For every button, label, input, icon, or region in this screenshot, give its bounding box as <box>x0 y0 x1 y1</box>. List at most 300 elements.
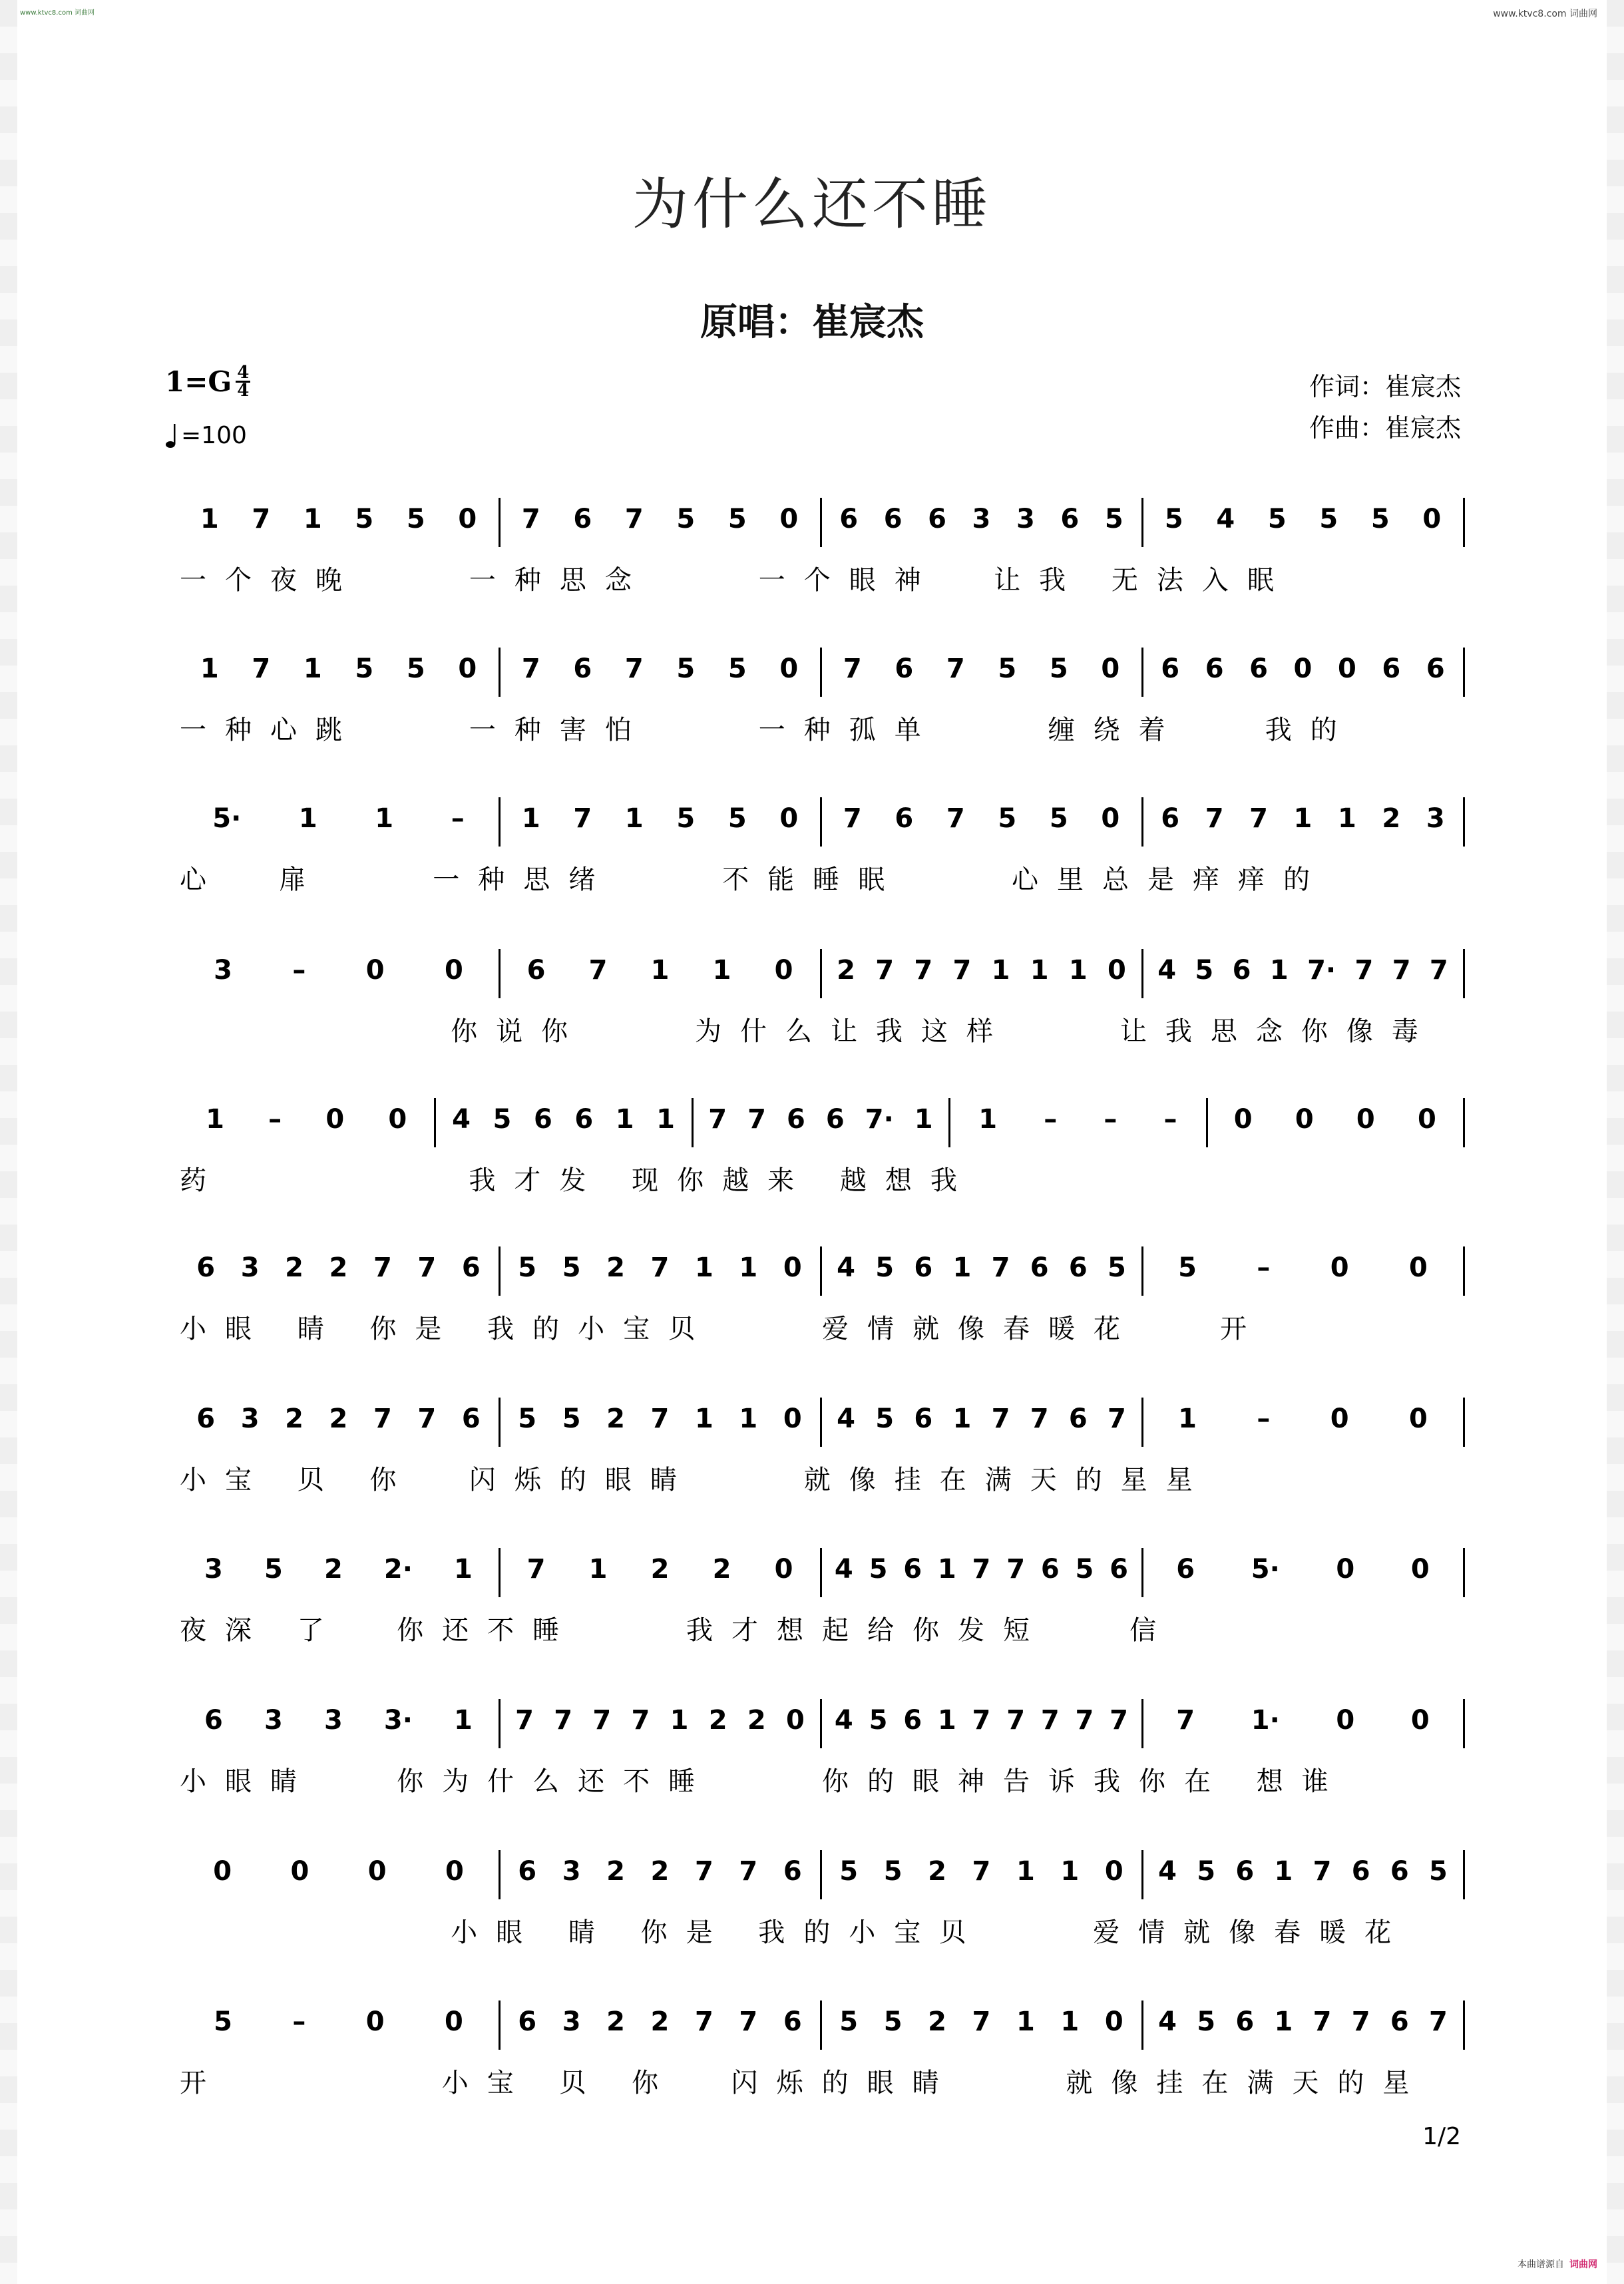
note: 2 <box>928 2006 946 2037</box>
tempo-value: =100 <box>181 422 247 449</box>
measure <box>184 1543 493 1596</box>
note: 0 <box>325 1104 345 1135</box>
measure <box>827 1845 1136 1898</box>
barline <box>1141 1699 1143 1748</box>
barline <box>1463 1246 1465 1296</box>
note: 7 <box>417 1404 437 1434</box>
note: 3 <box>562 1856 581 1887</box>
note: 5 <box>869 1705 888 1736</box>
barline <box>1141 2000 1143 2050</box>
measure <box>184 944 493 997</box>
note: 1 <box>624 803 644 834</box>
credits-block <box>1309 366 1461 449</box>
measure <box>827 1694 1136 1747</box>
note: 1 <box>712 955 731 986</box>
barline <box>820 648 822 697</box>
note: 2 <box>606 1404 625 1434</box>
note: 5 <box>214 2006 233 2037</box>
note: 1 <box>1030 955 1049 986</box>
note: 0 <box>1336 1554 1355 1585</box>
barline <box>1463 797 1465 847</box>
note: 3 <box>562 2006 581 2037</box>
measure <box>505 792 815 845</box>
note: 0 <box>445 1856 464 1887</box>
note: 7 <box>1205 803 1224 834</box>
notation-row <box>180 944 1466 997</box>
lyric-line: 你说你 为什么让我这样 让我思念你像毒 <box>180 1016 1437 1047</box>
measure <box>184 1392 493 1445</box>
note: 7 <box>373 1252 392 1283</box>
note: 7 <box>708 1104 727 1135</box>
barline <box>1141 1246 1143 1296</box>
barline <box>499 1699 501 1748</box>
barline <box>1463 1398 1465 1447</box>
note: 1 <box>1068 955 1088 986</box>
note: 1 <box>200 504 219 534</box>
measure <box>1148 1241 1458 1294</box>
note: 0 <box>1330 1404 1349 1434</box>
key-signature <box>165 365 250 399</box>
note: 1 <box>1060 2006 1080 2037</box>
note: 2 <box>650 1856 670 1887</box>
barline <box>1463 648 1465 697</box>
note: 0 <box>1337 654 1356 684</box>
notation-row <box>180 492 1466 546</box>
note: 0 <box>1408 1404 1428 1434</box>
note: 1 <box>670 1705 689 1736</box>
note: 4 <box>1216 504 1235 534</box>
note: 2 <box>329 1404 348 1434</box>
note: 5 <box>839 1856 859 1887</box>
singer-credit: 原唱：崔宸杰 <box>700 301 924 344</box>
measure <box>827 642 1136 695</box>
note: 7· <box>865 1104 894 1135</box>
note: 1 <box>588 1554 608 1585</box>
barline <box>1141 648 1143 697</box>
note: 4 <box>1158 1856 1177 1887</box>
note: 6 <box>1390 2006 1409 2037</box>
note: 2 <box>323 1554 343 1585</box>
note: 7 <box>1351 2006 1370 2037</box>
barline <box>499 1246 501 1296</box>
score-system <box>180 1543 1466 1662</box>
barline <box>1463 2000 1465 2050</box>
measure <box>184 1241 493 1294</box>
note: 0 <box>783 1404 802 1434</box>
note: 6 <box>1110 1554 1128 1585</box>
note: 6 <box>1161 803 1180 834</box>
score-system <box>180 792 1466 912</box>
note: 6 <box>895 654 914 684</box>
barline <box>499 949 501 998</box>
note: 1 <box>694 1404 713 1434</box>
notation-row <box>180 1694 1466 1747</box>
note: 7 <box>875 955 895 986</box>
note: 1 <box>1269 955 1289 986</box>
lyric-line: 小眼 睛 你是 我的小宝贝 爱情就像春暖花 <box>180 1917 1410 1948</box>
note: 6 <box>573 654 592 684</box>
note: 0 <box>774 1554 793 1585</box>
note: 7 <box>1392 955 1411 986</box>
note: 7 <box>1313 1856 1332 1887</box>
lyric-line: 开 小宝 贝 你 闪烁的眼睛 就像挂在满天的星 <box>180 2068 1428 2098</box>
note: 5 <box>1075 1554 1094 1585</box>
note: 7 <box>515 1705 534 1736</box>
note: 7 <box>631 1705 650 1736</box>
note: 0 <box>783 1252 802 1283</box>
barline <box>1141 797 1143 847</box>
note: 7 <box>1075 1705 1094 1736</box>
note: – <box>1044 1104 1058 1135</box>
barline <box>1141 949 1143 998</box>
note: 5 <box>1049 654 1068 684</box>
note: 1 <box>952 1404 972 1434</box>
note: 0 <box>1101 654 1120 684</box>
barline <box>499 648 501 697</box>
note: 0 <box>290 1856 309 1887</box>
note: 7 <box>624 504 644 534</box>
notation-row <box>180 1995 1466 2048</box>
note: 2 <box>606 1856 625 1887</box>
note: 6 <box>461 1252 481 1283</box>
barline <box>499 2000 501 2050</box>
score-system <box>180 1694 1466 1813</box>
note: 1 <box>615 1104 634 1135</box>
measure <box>184 1093 429 1146</box>
note: 1 <box>739 1252 758 1283</box>
barline <box>1463 949 1465 998</box>
note: 7 <box>373 1404 392 1434</box>
note: 0 <box>388 1104 407 1135</box>
note: 1 <box>298 803 317 834</box>
measure <box>827 1392 1136 1445</box>
measure <box>505 1392 815 1445</box>
note: 7 <box>592 1705 612 1736</box>
note: 7 <box>991 1404 1010 1434</box>
note: 6 <box>1351 1856 1370 1887</box>
barline <box>1206 1098 1208 1147</box>
note: 5 <box>883 2006 903 2037</box>
note: – <box>1257 1252 1271 1283</box>
song-title: 为什么还不睡 <box>632 172 992 237</box>
lyric-line: 药 我才发 现你越来 越想我 <box>180 1165 976 1196</box>
note: 6 <box>1382 654 1401 684</box>
note: 7 <box>624 654 644 684</box>
measure <box>1148 642 1458 695</box>
note: 1 <box>1016 1856 1035 1887</box>
note: 7 <box>521 654 540 684</box>
note: 3 <box>214 955 233 986</box>
measure <box>827 1241 1136 1294</box>
notation-row <box>180 642 1466 695</box>
note: 6 <box>1161 654 1180 684</box>
note: 7 <box>650 1252 670 1283</box>
key-label: 1=G <box>165 365 232 398</box>
note: 7 <box>946 803 965 834</box>
note: 6 <box>204 1705 223 1736</box>
note: 7 <box>952 955 972 986</box>
barline <box>499 1398 501 1447</box>
barline <box>1463 1850 1465 1899</box>
note: 5 <box>1164 504 1183 534</box>
note: 0 <box>1422 504 1442 534</box>
note: 1 <box>952 1252 972 1283</box>
note: 5 <box>875 1404 895 1434</box>
note: 1 <box>1337 803 1356 834</box>
notation-row <box>180 1093 1466 1146</box>
note: 5 <box>562 1252 581 1283</box>
measure <box>505 1845 815 1898</box>
note: 2· <box>383 1554 413 1585</box>
note: 0 <box>367 1856 387 1887</box>
note: 6 <box>1249 654 1268 684</box>
note: 6 <box>783 1856 802 1887</box>
note: – <box>268 1104 282 1135</box>
measure <box>827 792 1136 845</box>
note: 0 <box>1108 955 1126 986</box>
barline <box>820 949 822 998</box>
note: 5 <box>1267 504 1287 534</box>
note: 1 <box>991 955 1010 986</box>
lyric-line: 小眼 睛 你是 我的小宝贝 爱情就像春暖花 开 <box>180 1314 1266 1344</box>
measure <box>1148 1392 1458 1445</box>
note: 2 <box>837 955 855 986</box>
note: 0 <box>1293 654 1313 684</box>
note: 2 <box>285 1252 304 1283</box>
barline <box>820 1398 822 1447</box>
measure <box>1148 792 1458 845</box>
note: 5 <box>355 504 374 534</box>
footer-brand: 词曲网 <box>1569 2259 1597 2270</box>
note: 7· <box>1307 955 1336 986</box>
note: 1 <box>200 654 219 684</box>
note: 0 <box>444 2006 463 2037</box>
notation-row <box>180 1845 1466 1898</box>
note: 2 <box>708 1705 727 1736</box>
note: 6 <box>825 1104 845 1135</box>
barline <box>499 797 501 847</box>
note: 0 <box>1104 2006 1123 2037</box>
score-system <box>180 1845 1466 1965</box>
measure <box>827 1995 1136 2048</box>
measure <box>1148 1543 1458 1596</box>
time-bottom: 4 <box>237 381 250 401</box>
note: 1 <box>454 1554 473 1585</box>
measure <box>1148 944 1458 997</box>
note: 0 <box>786 1705 805 1736</box>
note: – <box>1163 1104 1177 1135</box>
note: – <box>451 803 465 834</box>
note: 1 <box>1274 2006 1293 2037</box>
barline <box>434 1098 436 1147</box>
measure <box>505 1543 815 1596</box>
barline <box>820 2000 822 2050</box>
note: 5 <box>1104 504 1123 534</box>
footer-text: 本曲谱源自 <box>1518 2259 1564 2270</box>
note: 7 <box>972 2006 991 2037</box>
note: 6 <box>1235 2006 1255 2037</box>
note: 1 <box>937 1705 956 1736</box>
note: 0 <box>365 2006 385 2037</box>
note: 7 <box>1429 955 1448 986</box>
notation-row <box>180 1241 1466 1294</box>
score-system <box>180 492 1466 612</box>
note: 5 <box>998 803 1017 834</box>
barline <box>1141 1548 1143 1597</box>
note: 0 <box>458 504 477 534</box>
note: 1 <box>1016 2006 1035 2037</box>
note: 5 <box>676 803 696 834</box>
measure <box>184 1694 493 1747</box>
note: 6 <box>533 1104 552 1135</box>
note: 1 <box>650 955 670 986</box>
note: 6 <box>928 504 946 534</box>
note: 0 <box>365 955 385 986</box>
measure <box>955 1093 1200 1146</box>
note: – <box>292 2006 306 2037</box>
note: 4 <box>834 1705 853 1736</box>
note: 5· <box>212 803 242 834</box>
barline <box>1463 1699 1465 1748</box>
note: 1 <box>694 1252 713 1283</box>
barline <box>1141 498 1143 547</box>
note: 6 <box>573 504 592 534</box>
note: 7 <box>991 1252 1010 1283</box>
note: 6 <box>1205 654 1224 684</box>
note: 2 <box>928 1856 946 1887</box>
note: 0 <box>779 803 799 834</box>
note: 2 <box>712 1554 731 1585</box>
note: 5 <box>355 654 374 684</box>
barline <box>1141 1398 1143 1447</box>
note: 4 <box>452 1104 471 1135</box>
page-number: 1/2 <box>1422 2123 1461 2150</box>
note: 7 <box>1429 2006 1448 2037</box>
note: 0 <box>213 1856 232 1887</box>
note: 5 <box>406 504 425 534</box>
note: 0 <box>779 504 799 534</box>
lyric-line: 夜深 了 你还不睡 我才想起给你发短 信 <box>180 1615 1175 1646</box>
measure <box>1148 492 1458 546</box>
note: 3 <box>1426 803 1445 834</box>
barline <box>820 797 822 847</box>
note: 7 <box>573 803 592 834</box>
note: 6 <box>196 1252 216 1283</box>
note: 6 <box>1390 1856 1409 1887</box>
measure <box>184 642 493 695</box>
score-system <box>180 1995 1466 2115</box>
note: 5 <box>875 1252 895 1283</box>
note: 1 <box>914 1104 933 1135</box>
note: 0 <box>1418 1104 1436 1135</box>
measure <box>505 1694 815 1747</box>
note: 1· <box>1251 1705 1280 1736</box>
note: 6 <box>1176 1554 1195 1585</box>
note: 6 <box>574 1104 594 1135</box>
lyric-line: 一个夜晚 一种思念 一个眼神 让我 无法入眠 <box>180 565 1293 596</box>
note: 4 <box>834 1554 853 1585</box>
barline <box>499 498 501 547</box>
note: 3 <box>323 1705 343 1736</box>
note: 5 <box>1108 1252 1126 1283</box>
note: 1 <box>206 1104 224 1135</box>
note: 5 <box>1197 2006 1216 2037</box>
note: 7 <box>843 803 862 834</box>
measure <box>1213 1093 1458 1146</box>
note: 0 <box>1336 1705 1355 1736</box>
barline <box>499 1548 501 1597</box>
note: 5 <box>1049 803 1068 834</box>
note: 3 <box>264 1705 283 1736</box>
note: 0 <box>1295 1104 1314 1135</box>
barline <box>820 1246 822 1296</box>
score-system <box>180 1241 1466 1361</box>
measure <box>1148 1995 1458 2048</box>
note: 7 <box>1040 1705 1060 1736</box>
note: 7 <box>739 2006 758 2037</box>
notation-row <box>180 1543 1466 1596</box>
barline <box>948 1098 950 1147</box>
note: 7 <box>1176 1705 1195 1736</box>
note: 5 <box>727 654 747 684</box>
note: 7 <box>694 2006 713 2037</box>
footer <box>1518 2257 1597 2271</box>
note: 6 <box>783 2006 802 2037</box>
measure <box>441 1093 686 1146</box>
note: 5 <box>676 654 696 684</box>
composer-credit: 作曲：崔宸杰 <box>1309 413 1461 443</box>
note: – <box>1104 1104 1117 1135</box>
note: 2 <box>747 1705 766 1736</box>
note: 7 <box>252 654 271 684</box>
measure <box>827 492 1136 546</box>
measure <box>505 1241 815 1294</box>
note: 5 <box>676 504 696 534</box>
note: 6 <box>1235 1856 1255 1887</box>
note: 1 <box>937 1554 956 1585</box>
note: 6 <box>914 1252 933 1283</box>
note: 6 <box>1232 955 1251 986</box>
note: 2 <box>329 1252 348 1283</box>
note: 6 <box>1426 654 1445 684</box>
lyric-line: 小眼睛 你为什么还不睡 你的眼神告诉我你在 想谁 <box>180 1766 1347 1797</box>
note: 5 <box>493 1104 512 1135</box>
note: 6 <box>526 955 546 986</box>
measure <box>698 1093 943 1146</box>
measure <box>184 792 493 845</box>
note: 3 <box>204 1554 223 1585</box>
note: 1 <box>1293 803 1313 834</box>
note: 6 <box>914 1404 933 1434</box>
note: 2 <box>606 1252 625 1283</box>
measure <box>505 1995 815 2048</box>
note: 6 <box>461 1404 481 1434</box>
note: 1 <box>1274 1856 1293 1887</box>
barline <box>820 1699 822 1748</box>
note: 3 <box>1016 504 1035 534</box>
note: 1 <box>739 1404 758 1434</box>
score-system <box>180 1093 1466 1213</box>
measure <box>505 642 815 695</box>
barline <box>1141 1850 1143 1899</box>
note: 7 <box>521 504 540 534</box>
note: 3 <box>240 1252 260 1283</box>
note: 6 <box>1068 1252 1088 1283</box>
barline <box>692 1098 694 1147</box>
note: 6 <box>1040 1554 1060 1585</box>
measure <box>184 1845 493 1898</box>
barline <box>820 498 822 547</box>
